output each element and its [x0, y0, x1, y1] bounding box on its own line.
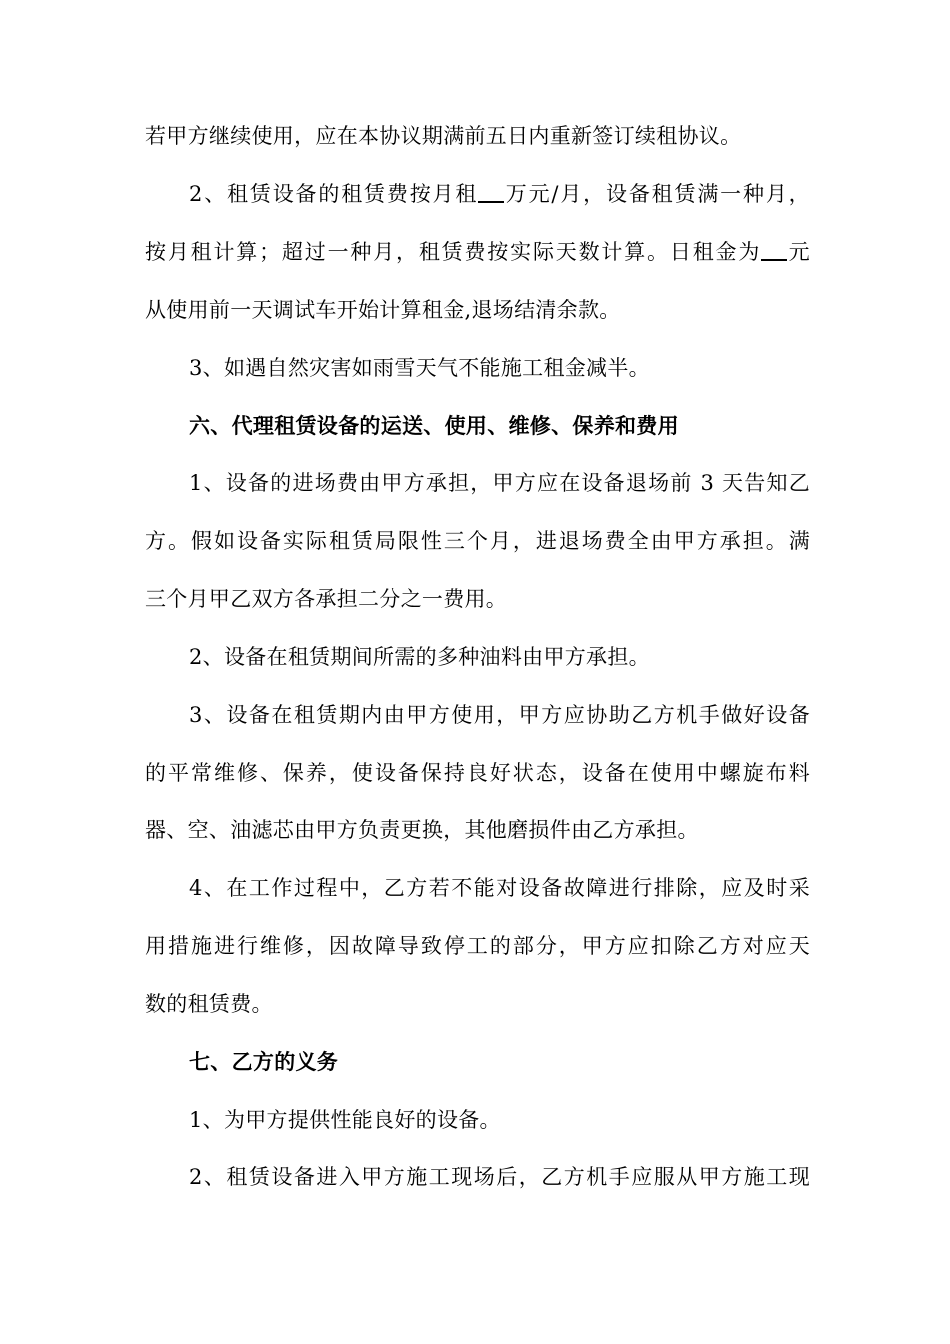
paragraph-line: [145, 928, 810, 964]
text-segment: 的平常维修、保养，使设备保持良好状态，设备在使用中螺旋布料: [145, 761, 810, 785]
text-segment: 元: [787, 240, 810, 264]
paragraph-line: 器、空、油滤芯由甲方负责更换，其他磨损件由乙方承担。: [145, 818, 699, 842]
paragraph-line: [189, 870, 810, 906]
text-segment: 1、设备的进场费由甲方承担，甲方应在设备退场前 3 天告知乙: [189, 471, 810, 495]
paragraph-line: 数的租赁费。: [145, 992, 273, 1016]
text-segment: 2、租赁设备进入甲方施工现场后，乙方机手应服从甲方施工现: [189, 1165, 810, 1189]
paragraph-line: 3、如遇自然灾害如雨雪天气不能施工租金减半。: [189, 356, 650, 380]
paragraph-line: 三个月甲乙双方各承担二分之一费用。: [145, 587, 508, 611]
text-segment: 万元/月，设备租赁满一种月，: [504, 182, 810, 206]
paragraph-line: [145, 755, 810, 791]
paragraph-line: [145, 523, 810, 559]
paragraph-line: 从使用前一天调试车开始计算租金,退场结清余款。: [145, 298, 621, 322]
paragraph-line: 1、为甲方提供性能良好的设备。: [189, 1108, 501, 1132]
fill-in-blank: [761, 235, 787, 261]
fill-in-blank: [478, 177, 504, 203]
paragraph-line: [189, 697, 810, 733]
section-heading: 六、代理租赁设备的运送、使用、维修、保养和费用: [189, 413, 679, 438]
text-segment: 3、设备在租赁期内由甲方使用，甲方应协助乙方机手做好设备: [189, 703, 810, 727]
paragraph-line: [189, 176, 810, 212]
text-segment: 4、在工作过程中，乙方若不能对设备故障进行排除，应及时采: [189, 876, 810, 900]
section-heading: 七、乙方的义务: [189, 1049, 339, 1074]
paragraph-line: [189, 465, 810, 501]
text-segment: 方。假如设备实际租赁局限性三个月，进退场费全由甲方承担。满: [145, 529, 810, 553]
text-segment: 用措施进行维修，因故障导致停工的部分，甲方应扣除乙方对应天: [145, 934, 810, 958]
paragraph-line: [145, 234, 810, 270]
paragraph-line: 若甲方继续使用，应在本协议期满前五日内重新签订续租协议。: [145, 124, 742, 148]
text-segment: 2、租赁设备的租赁费按月租: [189, 182, 479, 206]
text-segment: 按月租计算；超过一种月，租赁费按实际天数计算。日租金为: [145, 240, 762, 264]
paragraph-line: [189, 1159, 810, 1195]
paragraph-line: 2、设备在租赁期间所需的多种油料由甲方承担。: [189, 645, 650, 669]
